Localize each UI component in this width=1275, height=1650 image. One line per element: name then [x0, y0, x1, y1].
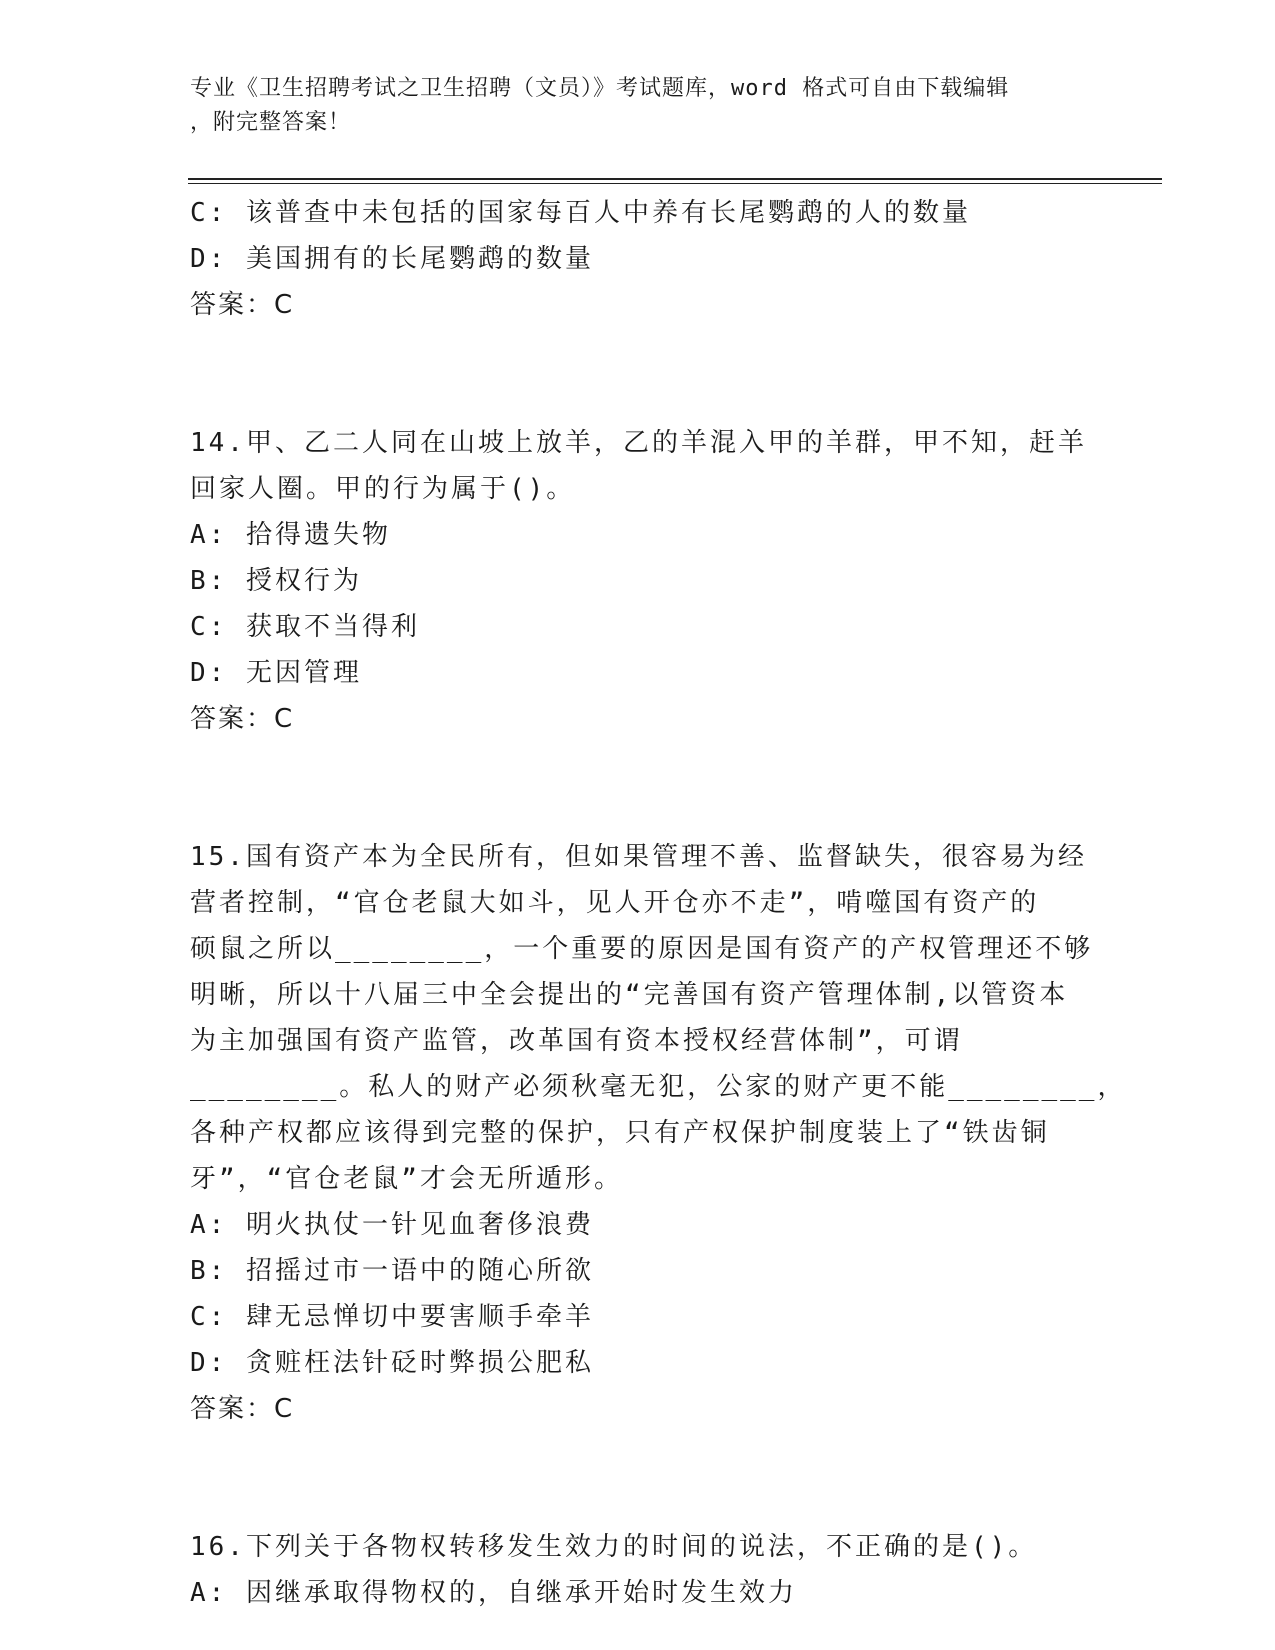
question-16 [190, 1524, 1090, 1616]
question-stem-line: 14.甲、乙二人同在山坡上放羊，乙的羊混入甲的羊群，甲不知，赶羊 [190, 428, 1087, 458]
answer: 答案：C [190, 704, 295, 734]
question-stem-line: 营者控制，“官仓老鼠大如斗，见人开仓亦不走”，啃噬国有资产的 [190, 888, 1040, 918]
answer: 答案：C [190, 1394, 295, 1424]
option-d: D: 贪赃枉法针砭时弊损公肥私 [190, 1348, 594, 1378]
option-a: A: 拾得遗失物 [190, 520, 391, 550]
question-stem-line: 16.下列关于各物权转移发生效力的时间的说法，不正确的是()。 [190, 1532, 1038, 1562]
question-stem-line: 回家人圈。甲的行为属于()。 [190, 474, 576, 504]
question-stem-line: 硕鼠之所以________，一个重要的原因是国有资产的产权管理还不够 [190, 934, 1094, 964]
question-stem-line: ________。私人的财产必须秋毫无犯，公家的财产更不能________， [190, 1072, 1127, 1102]
option-c: C: 肆无忌惮切中要害顺手牵羊 [190, 1302, 594, 1332]
question-stem-line: 为主加强国有资产监管，改革国有资本授权经营体制”，可谓 [190, 1026, 963, 1056]
question-13-tail [190, 190, 1090, 328]
option-b: B: 授权行为 [190, 566, 362, 596]
option-d: D: 无因管理 [190, 658, 362, 688]
option-c: C: 获取不当得利 [190, 612, 420, 642]
question-stem-line: 15.国有资产本为全民所有，但如果管理不善、监督缺失，很容易为经 [190, 842, 1087, 872]
header-line-2: ，附完整答案！ [190, 110, 352, 135]
spacer [190, 742, 1090, 834]
question-14 [190, 420, 1090, 742]
option-c: C: 该普查中未包括的国家每百人中养有长尾鹦鹉的人的数量 [190, 198, 971, 228]
header-rule-thin [188, 183, 1162, 184]
spacer [190, 328, 1090, 420]
option-d: D: 美国拥有的长尾鹦鹉的数量 [190, 244, 594, 274]
answer: 答案：C [190, 290, 295, 320]
option-a: A: 因继承取得物权的，自继承开始时发生效力 [190, 1578, 797, 1608]
question-stem-line: 明晰，所以十八届三中全会提出的“完善国有资产管理体制,以管资本 [190, 980, 1069, 1010]
option-b: B: 招摇过市一语中的随心所欲 [190, 1256, 594, 1286]
document-body [190, 190, 1127, 1616]
document-header [190, 72, 1090, 140]
question-15 [190, 834, 1127, 1432]
spacer [190, 1432, 1090, 1524]
header-line-1: 专业《卫生招聘考试之卫生招聘（文员）》考试题库，word 格式可自由下载编辑 [190, 76, 1010, 101]
header-rule-thick [188, 178, 1162, 180]
question-stem-line: 各种产权都应该得到完整的保护，只有产权保护制度装上了“铁齿铜 [190, 1118, 1050, 1148]
option-a: A: 明火执仗一针见血奢侈浪费 [190, 1210, 594, 1240]
question-stem-line: 牙”，“官仓老鼠”才会无所遁形。 [190, 1164, 623, 1194]
